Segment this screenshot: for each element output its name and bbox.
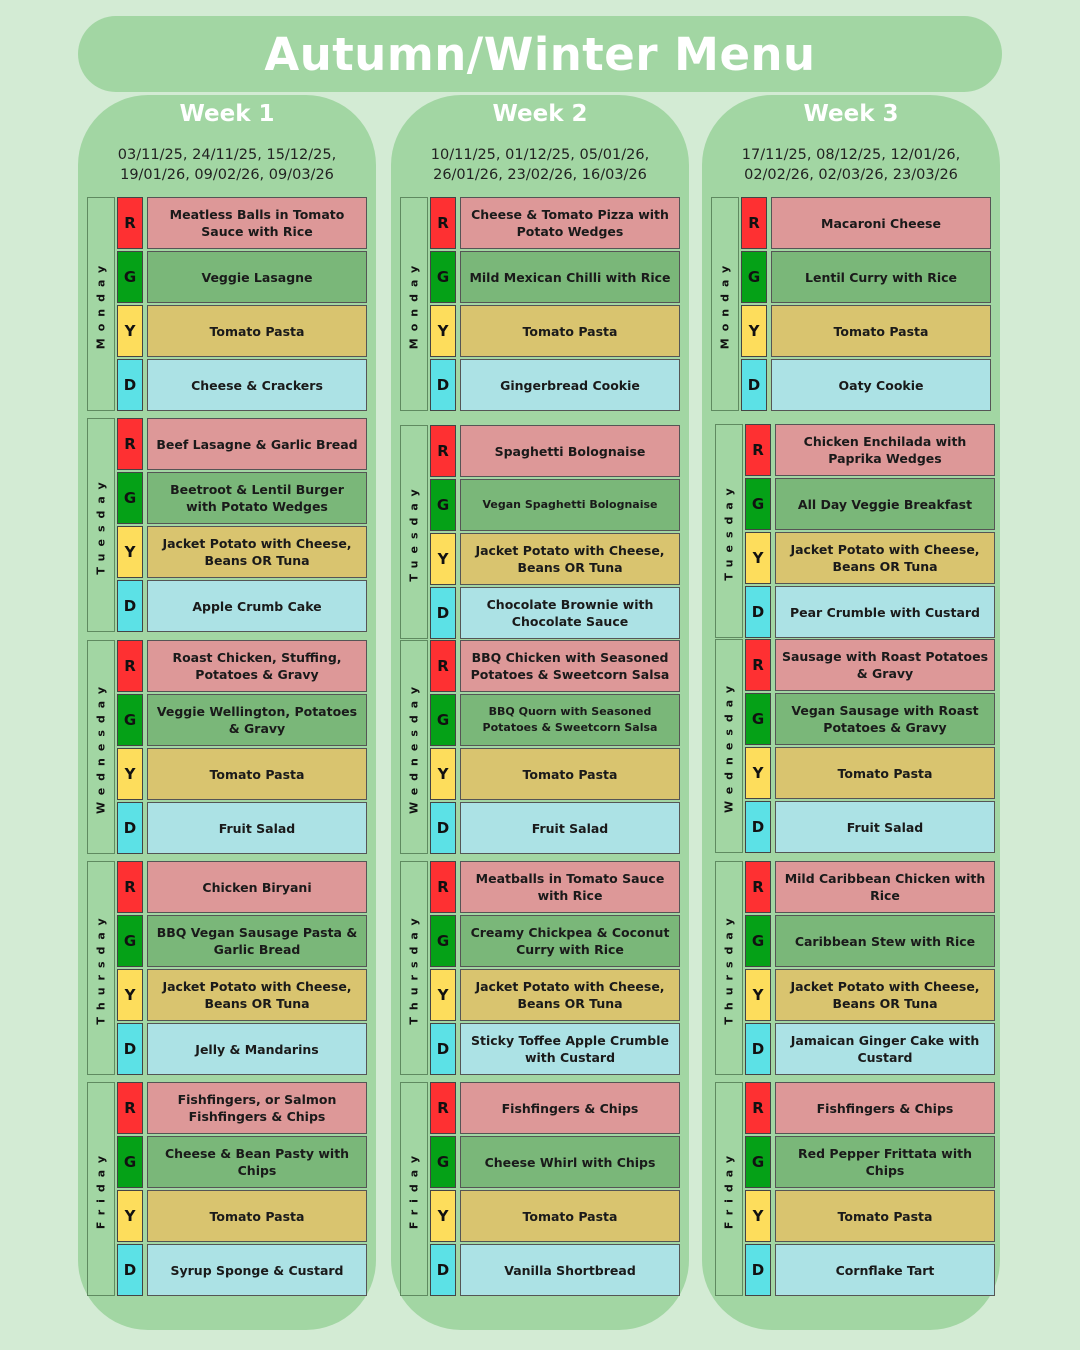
day-name: Monday — [718, 258, 732, 350]
menu-row-yellow — [430, 1190, 680, 1242]
day-name: Friday — [722, 1148, 736, 1230]
dessert-tab: D — [117, 1244, 143, 1296]
day-tuesday — [715, 424, 995, 638]
day-thursday — [400, 861, 680, 1075]
menu-row-yellow — [741, 305, 991, 357]
day-tuesday — [87, 418, 367, 632]
dessert-dish: Fruit Salad — [460, 802, 680, 854]
red-option-dish: Chicken Enchilada with Paprika Wedges — [775, 424, 995, 476]
menu-row-dessert — [117, 359, 367, 411]
day-label — [715, 424, 743, 638]
dessert-tab: D — [430, 1244, 456, 1296]
menu-row-green — [117, 915, 367, 967]
dessert-dish: Apple Crumb Cake — [147, 580, 367, 632]
green-option-dish: Veggie Wellington, Potatoes & Gravy — [147, 694, 367, 746]
green-option-dish: All Day Veggie Breakfast — [775, 478, 995, 530]
red-option-dish: Fishfingers, or Salmon Fishfingers & Chips — [147, 1082, 367, 1134]
dessert-dish: Sticky Toffee Apple Crumble with Custard — [460, 1023, 680, 1075]
day-label — [400, 1082, 428, 1296]
menu-row-green — [117, 251, 367, 303]
dessert-tab: D — [745, 1023, 771, 1075]
day-wednesday — [715, 639, 995, 853]
yellow-option-dish: Jacket Potato with Cheese, Beans OR Tuna — [460, 969, 680, 1021]
red-option-dish: Meatless Balls in Tomato Sauce with Rice — [147, 197, 367, 249]
menu-row-yellow — [117, 748, 367, 800]
dessert-tab: D — [745, 801, 771, 853]
dessert-dish: Syrup Sponge & Custard — [147, 1244, 367, 1296]
menu-row-green — [430, 251, 680, 303]
yellow-option-dish: Jacket Potato with Cheese, Beans OR Tuna — [460, 533, 680, 585]
yellow-option-tab: Y — [117, 748, 143, 800]
menu-row-green — [430, 479, 680, 531]
menu-row-dessert — [745, 586, 995, 638]
green-option-tab: G — [745, 478, 771, 530]
menu-row-dessert — [430, 1023, 680, 1075]
menu-row-dessert — [745, 1023, 995, 1075]
red-option-tab: R — [117, 197, 143, 249]
day-thursday — [87, 861, 367, 1075]
menu-row-red — [430, 197, 680, 249]
red-option-tab: R — [745, 424, 771, 476]
yellow-option-dish: Tomato Pasta — [460, 305, 680, 357]
dessert-dish: Cheese & Crackers — [147, 359, 367, 411]
day-name: Tuesday — [722, 481, 736, 581]
red-option-dish: Sausage with Roast Potatoes & Gravy — [775, 639, 995, 691]
menu-row-green — [745, 693, 995, 745]
dessert-dish: Oaty Cookie — [771, 359, 991, 411]
menu-row-yellow — [745, 969, 995, 1021]
yellow-option-tab: Y — [745, 532, 771, 584]
day-wednesday — [87, 640, 367, 854]
green-option-dish: Caribbean Stew with Rice — [775, 915, 995, 967]
week-dates: 10/11/25, 01/12/25, 05/01/26, 26/01/26, 23/02/26, 16/03/26 — [430, 147, 650, 183]
menu-row-dessert — [430, 1244, 680, 1296]
dessert-tab: D — [117, 1023, 143, 1075]
menu-row-red — [745, 424, 995, 476]
yellow-option-dish: Tomato Pasta — [147, 748, 367, 800]
menu-row-red — [745, 861, 995, 913]
day-label — [400, 197, 428, 411]
green-option-dish: BBQ Vegan Sausage Pasta & Garlic Bread — [147, 915, 367, 967]
menu-row-red — [117, 861, 367, 913]
day-name: Friday — [94, 1148, 108, 1230]
red-option-tab: R — [430, 425, 456, 477]
menu-row-yellow — [430, 969, 680, 1021]
menu-row-yellow — [745, 1190, 995, 1242]
green-option-tab: G — [430, 915, 456, 967]
day-wednesday — [400, 640, 680, 854]
yellow-option-tab: Y — [430, 1190, 456, 1242]
menu-row-red — [117, 197, 367, 249]
menu-row-green — [117, 694, 367, 746]
day-name: Thursday — [722, 911, 736, 1025]
menu-row-yellow — [117, 526, 367, 578]
menu-row-green — [745, 1136, 995, 1188]
red-option-tab: R — [117, 640, 143, 692]
day-label — [715, 1082, 743, 1296]
week-title: Week 3 — [803, 101, 899, 127]
day-label — [87, 418, 115, 632]
menu-row-red — [745, 639, 995, 691]
dessert-tab: D — [741, 359, 767, 411]
day-name: Thursday — [407, 911, 421, 1025]
menu-row-red — [117, 640, 367, 692]
yellow-option-tab: Y — [117, 305, 143, 357]
day-label — [711, 197, 739, 411]
week-dates: 03/11/25, 24/11/25, 15/12/25, 19/01/26, 09/02/26, 09/03/26 — [117, 147, 337, 183]
dessert-tab: D — [430, 802, 456, 854]
day-label — [400, 640, 428, 854]
dessert-tab: D — [430, 587, 456, 639]
red-option-dish: Macaroni Cheese — [771, 197, 991, 249]
dessert-tab: D — [117, 802, 143, 854]
dessert-dish: Cornflake Tart — [775, 1244, 995, 1296]
menu-row-yellow — [117, 305, 367, 357]
green-option-dish: BBQ Quorn with Seasoned Potatoes & Sweetcorn Salsa — [460, 694, 680, 746]
yellow-option-tab: Y — [430, 305, 456, 357]
day-tuesday — [400, 425, 680, 639]
day-friday — [400, 1082, 680, 1296]
dessert-dish: Jamaican Ginger Cake with Custard — [775, 1023, 995, 1075]
day-label — [87, 861, 115, 1075]
menu-row-dessert — [117, 580, 367, 632]
week-title: Week 1 — [179, 101, 275, 127]
green-option-dish: Vegan Sausage with Roast Potatoes & Gravy — [775, 693, 995, 745]
yellow-option-tab: Y — [117, 526, 143, 578]
day-label — [87, 640, 115, 854]
menu-row-dessert — [745, 801, 995, 853]
day-monday — [400, 197, 680, 411]
day-friday — [87, 1082, 367, 1296]
yellow-option-dish: Tomato Pasta — [147, 305, 367, 357]
red-option-tab: R — [430, 640, 456, 692]
yellow-option-dish: Tomato Pasta — [771, 305, 991, 357]
red-option-tab: R — [745, 861, 771, 913]
menu-row-red — [430, 425, 680, 477]
red-option-dish: Mild Caribbean Chicken with Rice — [775, 861, 995, 913]
red-option-dish: Chicken Biryani — [147, 861, 367, 913]
green-option-tab: G — [117, 694, 143, 746]
day-name: Monday — [94, 258, 108, 350]
red-option-dish: Meatballs in Tomato Sauce with Rice — [460, 861, 680, 913]
red-option-tab: R — [430, 1082, 456, 1134]
menu-row-dessert — [430, 802, 680, 854]
day-label — [400, 861, 428, 1075]
yellow-option-dish: Tomato Pasta — [147, 1190, 367, 1242]
day-name: Wednesday — [722, 678, 736, 814]
red-option-tab: R — [117, 861, 143, 913]
yellow-option-tab: Y — [745, 747, 771, 799]
dessert-dish: Chocolate Brownie with Chocolate Sauce — [460, 587, 680, 639]
week-1-panel — [78, 95, 376, 1330]
menu-row-green — [430, 694, 680, 746]
dessert-dish: Vanilla Shortbread — [460, 1244, 680, 1296]
green-option-tab: G — [117, 472, 143, 524]
red-option-dish: Beef Lasagne & Garlic Bread — [147, 418, 367, 470]
menu-title: Autumn/Winter Menu — [264, 27, 816, 81]
green-option-dish: Lentil Curry with Rice — [771, 251, 991, 303]
red-option-dish: Spaghetti Bolognaise — [460, 425, 680, 477]
green-option-dish: Veggie Lasagne — [147, 251, 367, 303]
menu-row-green — [430, 915, 680, 967]
red-option-tab: R — [117, 418, 143, 470]
menu-row-green — [741, 251, 991, 303]
menu-row-red — [430, 1082, 680, 1134]
day-monday — [87, 197, 367, 411]
yellow-option-tab: Y — [745, 969, 771, 1021]
red-option-dish: Roast Chicken, Stuffing, Potatoes & Gravy — [147, 640, 367, 692]
yellow-option-dish: Jacket Potato with Cheese, Beans OR Tuna — [147, 969, 367, 1021]
red-option-dish: Cheese & Tomato Pizza with Potato Wedges — [460, 197, 680, 249]
day-friday — [715, 1082, 995, 1296]
green-option-tab: G — [430, 1136, 456, 1188]
green-option-dish: Red Pepper Frittata with Chips — [775, 1136, 995, 1188]
green-option-dish: Vegan Spaghetti Bolognaise — [460, 479, 680, 531]
green-option-tab: G — [741, 251, 767, 303]
menu-row-dessert — [430, 587, 680, 639]
menu-row-yellow — [430, 305, 680, 357]
yellow-option-tab: Y — [117, 969, 143, 1021]
day-name: Tuesday — [94, 475, 108, 575]
green-option-dish: Beetroot & Lentil Burger with Potato Wedges — [147, 472, 367, 524]
dessert-tab: D — [117, 580, 143, 632]
menu-row-yellow — [430, 748, 680, 800]
green-option-tab: G — [117, 915, 143, 967]
green-option-tab: G — [430, 251, 456, 303]
menu-row-green — [745, 915, 995, 967]
dessert-tab: D — [745, 1244, 771, 1296]
yellow-option-dish: Tomato Pasta — [460, 1190, 680, 1242]
menu-row-red — [741, 197, 991, 249]
red-option-dish: BBQ Chicken with Seasoned Potatoes & Sweetcorn Salsa — [460, 640, 680, 692]
menu-row-green — [117, 1136, 367, 1188]
day-label — [87, 1082, 115, 1296]
yellow-option-dish: Tomato Pasta — [775, 747, 995, 799]
menu-row-dessert — [430, 359, 680, 411]
day-label — [400, 425, 428, 639]
menu-row-dessert — [117, 802, 367, 854]
day-label — [715, 639, 743, 853]
week-3-panel — [702, 95, 1000, 1330]
red-option-tab: R — [745, 1082, 771, 1134]
day-name: Thursday — [94, 911, 108, 1025]
red-option-dish: Fishfingers & Chips — [460, 1082, 680, 1134]
menu-row-yellow — [117, 1190, 367, 1242]
day-name: Wednesday — [94, 679, 108, 815]
dessert-dish: Fruit Salad — [775, 801, 995, 853]
green-option-tab: G — [745, 915, 771, 967]
dessert-tab: D — [430, 359, 456, 411]
red-option-dish: Fishfingers & Chips — [775, 1082, 995, 1134]
yellow-option-dish: Jacket Potato with Cheese, Beans OR Tuna — [147, 526, 367, 578]
menu-row-dessert — [117, 1023, 367, 1075]
menu-row-green — [117, 472, 367, 524]
day-name: Wednesday — [407, 679, 421, 815]
green-option-dish: Cheese Whirl with Chips — [460, 1136, 680, 1188]
green-option-dish: Creamy Chickpea & Coconut Curry with Rice — [460, 915, 680, 967]
week-2-panel — [391, 95, 689, 1330]
green-option-tab: G — [745, 1136, 771, 1188]
menu-title-banner — [78, 16, 1002, 92]
green-option-dish: Mild Mexican Chilli with Rice — [460, 251, 680, 303]
yellow-option-tab: Y — [745, 1190, 771, 1242]
menu-row-green — [430, 1136, 680, 1188]
yellow-option-dish: Tomato Pasta — [775, 1190, 995, 1242]
red-option-tab: R — [117, 1082, 143, 1134]
green-option-tab: G — [117, 1136, 143, 1188]
menu-row-red — [430, 861, 680, 913]
yellow-option-tab: Y — [741, 305, 767, 357]
menu-row-dessert — [741, 359, 991, 411]
yellow-option-tab: Y — [430, 533, 456, 585]
menu-row-yellow — [745, 532, 995, 584]
yellow-option-dish: Tomato Pasta — [460, 748, 680, 800]
menu-row-yellow — [430, 533, 680, 585]
dessert-tab: D — [117, 359, 143, 411]
day-name: Friday — [407, 1148, 421, 1230]
menu-row-red — [430, 640, 680, 692]
dessert-dish: Pear Crumble with Custard — [775, 586, 995, 638]
dessert-tab: D — [430, 1023, 456, 1075]
menu-row-dessert — [117, 1244, 367, 1296]
day-thursday — [715, 861, 995, 1075]
red-option-tab: R — [430, 197, 456, 249]
day-label — [87, 197, 115, 411]
yellow-option-tab: Y — [117, 1190, 143, 1242]
menu-row-yellow — [117, 969, 367, 1021]
yellow-option-tab: Y — [430, 748, 456, 800]
red-option-tab: R — [430, 861, 456, 913]
day-name: Monday — [407, 258, 421, 350]
menu-row-yellow — [745, 747, 995, 799]
yellow-option-dish: Jacket Potato with Cheese, Beans OR Tuna — [775, 969, 995, 1021]
menu-row-red — [745, 1082, 995, 1134]
green-option-tab: G — [745, 693, 771, 745]
red-option-tab: R — [745, 639, 771, 691]
green-option-tab: G — [430, 479, 456, 531]
day-name: Tuesday — [407, 482, 421, 582]
week-title: Week 2 — [492, 101, 588, 127]
dessert-dish: Fruit Salad — [147, 802, 367, 854]
menu-row-dessert — [745, 1244, 995, 1296]
yellow-option-tab: Y — [430, 969, 456, 1021]
dessert-dish: Jelly & Mandarins — [147, 1023, 367, 1075]
day-monday — [711, 197, 991, 411]
green-option-tab: G — [117, 251, 143, 303]
menu-row-red — [117, 1082, 367, 1134]
menu-row-red — [117, 418, 367, 470]
menu-row-green — [745, 478, 995, 530]
dessert-tab: D — [745, 586, 771, 638]
green-option-dish: Cheese & Bean Pasty with Chips — [147, 1136, 367, 1188]
week-dates: 17/11/25, 08/12/25, 12/01/26, 02/02/26, 02/03/26, 23/03/26 — [741, 147, 961, 183]
dessert-dish: Gingerbread Cookie — [460, 359, 680, 411]
day-label — [715, 861, 743, 1075]
red-option-tab: R — [741, 197, 767, 249]
yellow-option-dish: Jacket Potato with Cheese, Beans OR Tuna — [775, 532, 995, 584]
green-option-tab: G — [430, 694, 456, 746]
